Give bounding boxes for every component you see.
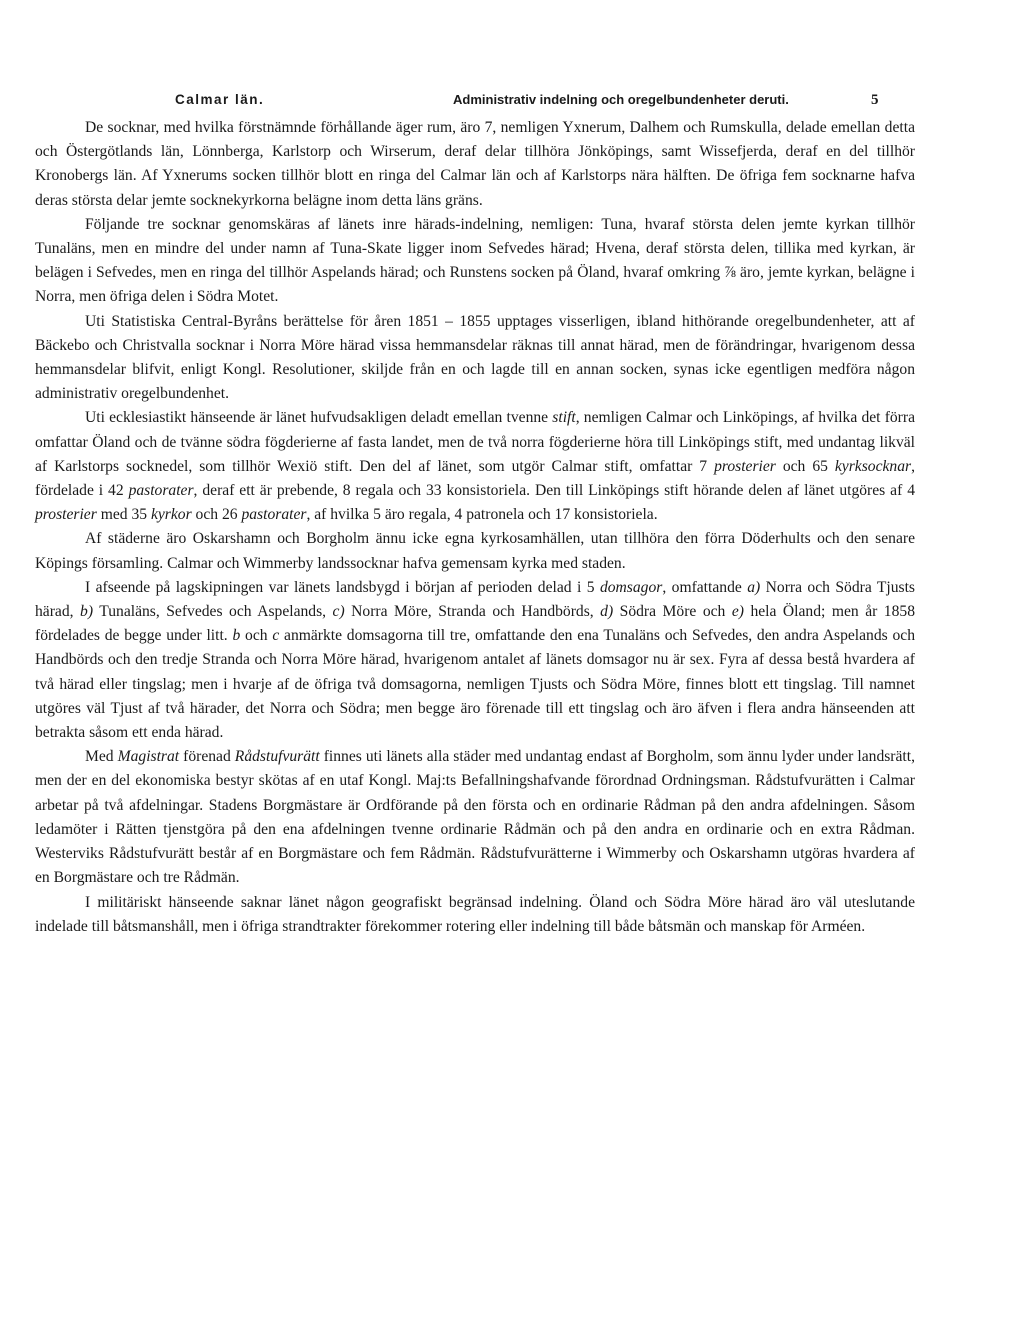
italic-term: Magistrat — [117, 748, 180, 766]
italic-term: domsagor — [599, 578, 663, 596]
text-run: och — [240, 627, 273, 645]
italic-term: prosterier — [35, 506, 97, 524]
italic-term: c) — [332, 603, 345, 621]
text-run: , fördelade i 42 — [35, 457, 915, 500]
italic-term: kyrkor — [150, 506, 192, 524]
body-text — [35, 116, 915, 939]
text-run: De socknar, med hvilka förstnämnde förhållande äger rum, äro 7, nemligen Yxnerum, Dalhem och Rumskulla, delade emellan detta och Östergötlands län, Lönnberga, Karlstorp och Wirserum, deraf delar tillhöra Jönköpings, samt Wissefjerda, deraf en del tillhör Kronobergs län. Af Yxnerums socken tillhör blott en ringa del Calmar län och af Karlstorps nära hälften. De öfriga fem socknarne hafva deras största delar jemte socknekyrkorna belägne inom detta läns gräns. — [35, 119, 915, 209]
italic-term: pastorater — [128, 482, 194, 500]
paragraph — [35, 310, 915, 407]
paragraph — [35, 406, 915, 527]
italic-term: Rådstufvurätt — [234, 748, 320, 766]
text-run: Uti Statistiska Central-Byråns berättelse för åren 1851 – 1855 upptages visserligen, ibland hithörande oregelbundenheter, att af Bäckebo och Christvalla socknar i Norra Möre härad vissa hemmansdelar räknas till annat härad, men de förändringar, hvarigenom dessa hemmansdelar blifvit, enligt Kongl. Resolutioner, skiljde från en och lagde till en annan socken, synas icke egentligen medföra någon administrativ oregelbundenhet. — [35, 312, 915, 403]
text-run: Uti ecklesiastikt hänseende är länet hufvudsakligen deladt emellan tvenne — [85, 409, 553, 427]
italic-term: a) — [747, 578, 761, 596]
text-run: Norra och Södra Tjusts härad, — [35, 578, 915, 621]
text-run: anmärkte domsagorna till tre, omfattande den ena Tunaläns och Sefvedes, den andra Aspelands och Handbörds och den tredje Stranda och Norra Möre härad, hvarigenom antalet af länets domsagor nu är sex. Fyra af dessa bestå hvardera af två härad eller tingslag; men i hvarje af de öfriga två domsagorna, nemligen Tjusts och Södra Möre, finnes blott ett tingslag. Till namnet utgöres väl Tjust af två härader, det Norra och Södra; men begge äro förenade till ett tingslag och äro äfven i flera andra hänseenden att betrakta såsom ett enda härad. — [35, 627, 916, 742]
text-run: hela Öland; men år 1858 fördelades de begge under litt. — [35, 603, 915, 645]
paragraph — [35, 891, 915, 939]
italic-term: prosterier — [714, 457, 776, 475]
italic-term: e) — [731, 603, 744, 621]
text-run: Södra Möre och — [613, 603, 732, 621]
text-run: förenad — [179, 748, 235, 766]
text-run: , af hvilka 5 äro regala, 4 patronela och 17 konsistoriela. — [306, 506, 658, 524]
italic-term: b — [232, 627, 241, 645]
page-header — [35, 88, 915, 116]
text-run: Af städerne äro Oskarshamn och Borgholm ännu icke egna kyrkosamhällen, utan tillhöra den förra Döderhults och den senare Köpings församling. Calmar och Wimmerby landssocknar hafva gemensam kyrka med staden. — [35, 530, 915, 572]
document-page — [35, 88, 915, 939]
text-run: , nemligen Calmar och Linköpings, af hvilka det förra omfattar Öland och de tvänne södra fögderierne af fasta landet, men de två norra fögderierne höra till Linköpings stift, med undantag likväl af Karlstorps socknedel, som tillhör Wexiö stift. Den del af länet, som utgör Calmar stift, omfattar 7 — [35, 409, 915, 475]
paragraph — [35, 576, 915, 745]
header-section-title: Administrativ indelning och oregelbundenheter deruti. — [453, 92, 789, 107]
text-run: finnes uti länets alla städer med undantag endast af Borgholm, som ännu lyder under landsrätt, men der en del ekonomiska bestyr skötas af en utaf Kongl. Maj:ts Befallningshafvande förordnad Ordningsman. Rådstufvurätten i Calmar arbetar på två afdelningar. Stadens Borgmästare är Ordförande på den första och en ordinarie Rådman på den andra afdelningen. Såsom ledamöter i Rätten tjenstgöra på den ena afdelningen tvenne ordinarie Rådmän och på den andra en ordinarie och en extra Rådman. Westerviks Rådstufvurätt består af en Borgmästare och fem Rådmän. Rådstufvurätterne i Wimmerby och Oskarshamn utgöras hvardera af en Borgmästare och tre Rådmän. — [35, 748, 915, 887]
paragraph — [35, 213, 915, 310]
text-run: med 35 — [96, 506, 151, 524]
text-run: I afseende på lagskipningen var länets landsbygd i början af perioden delad i 5 — [85, 578, 600, 596]
text-run: I militäriskt hänseende saknar länet någon geografiskt begränsad indelning. Öland och Södra Möre härad äro väl uteslutande indelade till båtsmanshåll, men i öfriga strandtrakter förekommer rotering eller indelning till både båtsmän och manskap för Arméen. — [35, 893, 915, 935]
italic-term: b) — [80, 603, 94, 621]
text-run: Tunaläns, Sefvedes och Aspelands, — [93, 603, 333, 621]
italic-term: stift — [552, 409, 576, 427]
text-run: Följande tre socknar genomskäras af länets inre härads-indelning, nemligen: Tuna, hvaraf största delen jemte kyrkan tillhör Tunaläns, men en mindre del under namn af Tuna-Skate ligger inom Sefvedes härad; Hvena, deraf största delen, tillika med kyrkan, är belägen i Sefvedes, men en ringa del tillhör Aspelands härad; och Runstens socken på Öland, hvaraf omkring ⅞ äro, jemte kyrkan, belägne i Norra, men öfriga delen i Södra Motet. — [35, 215, 915, 306]
text-run: Norra Möre, Stranda och Handbörds, — [344, 603, 601, 621]
text-run: , omfattande — [662, 578, 748, 596]
text-run: , deraf ett är prebende, 8 regala och 33 konsistoriela. Den till Linköpings stift hörande delen af länet utgöres af 4 — [193, 482, 915, 500]
text-run: och 26 — [191, 506, 242, 524]
paragraph — [35, 116, 915, 213]
text-run: och 65 — [775, 457, 835, 475]
italic-term: d) — [600, 603, 614, 621]
text-run: Med — [85, 748, 118, 766]
italic-term: pastorater — [241, 506, 307, 524]
page-number: 5 — [871, 92, 879, 108]
paragraph — [35, 527, 915, 575]
header-county: Calmar län. — [175, 92, 265, 107]
paragraph — [35, 745, 915, 890]
italic-term: c — [272, 627, 280, 645]
italic-term: kyrksocknar — [834, 457, 912, 475]
